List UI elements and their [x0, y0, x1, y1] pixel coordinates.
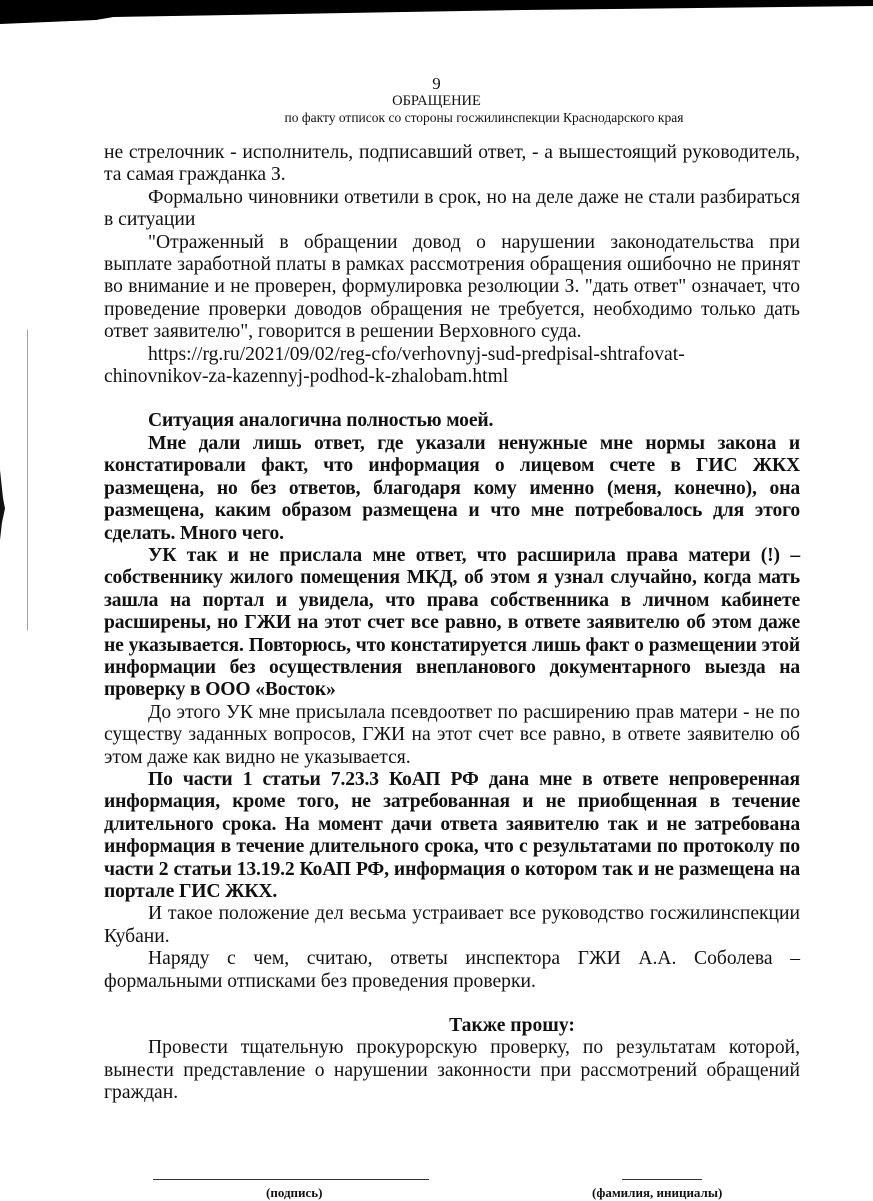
paragraph: Мне дали лишь ответ, где указали ненужные мне нормы закона и констатировали факт, что информация о лицевом счете в ГИС ЖКХ размещена, но без ответов, благодаря кому именно (меня, конечно), она размещена, каким образом размещена и что мне потребовалось для этого сделать. Много чего. — [104, 432, 800, 544]
paragraph: Наряду с чем, считаю, ответы инспектора ГЖИ А.А. Соболева – формальными отписками без проведения проверки. — [104, 948, 800, 992]
paragraph: Формально чиновники ответили в срок, но на деле даже не стали разбираться в ситуации — [104, 186, 800, 231]
document-subtitle: по факту отписок со стороны госжилинспекции Краснодарского края — [284, 110, 684, 125]
request-heading: Также прошу: — [449, 1015, 575, 1037]
scan-artifact-left — [0, 470, 5, 540]
signature-line — [153, 1179, 429, 1180]
paragraph: И такое положение дел весьма устраивает все руководство госжилинспекции Кубани. — [104, 903, 800, 947]
signature-label: (подпись) — [266, 1185, 323, 1200]
document-title: ОБРАЩЕНИЕ — [392, 93, 481, 109]
name-label: (фамилия, инициалы) — [592, 1185, 723, 1200]
spacer — [104, 388, 800, 410]
scan-border-top — [0, 0, 873, 26]
paragraph: До этого УК мне присылала псевдоответ по расширению прав матери - не по существу заданных вопросов, ГЖИ на этот счет все равно, в ответе заявителю об этом даже как видно не указывается. — [104, 701, 800, 768]
document-header — [0, 75, 873, 127]
request-paragraph: Провести тщательную прокурорскую проверку, по результатам которой, вынести представление о нарушении законности при рассмотрений обращений граждан. — [104, 1037, 800, 1104]
quote-paragraph: "Отраженный в обращении довод о нарушении законодательства при выплате заработной платы в рамках рассмотрения обращения ошибочно не принят во внимание и не проверен, формулировка резолюции З. "дать ответ" означает, что проведение проверки доводов обращения не требуется, необходимо только дать ответ заявителю", говорится в решении Верховного суда. — [104, 231, 800, 343]
source-link-line-1[interactable]: https://rg.ru/2021/09/02/reg-cfo/verhovnyj-sud-predpisal-shtrafovat- — [148, 343, 685, 365]
paragraph: не стрелочник - исполнитель, подписавший ответ, - а вышестоящий руководитель, та самая гражданка З. — [104, 142, 800, 186]
signature-block — [0, 1167, 873, 1200]
page-number: 9 — [432, 74, 441, 93]
source-link[interactable] — [104, 344, 800, 389]
source-link-line-2[interactable]: chinovnikov-za-kazennyj-podhod-k-zhalobam.html — [104, 366, 509, 388]
name-line — [622, 1179, 702, 1180]
document-body — [104, 142, 800, 1105]
scan-artifact-line — [27, 330, 28, 630]
paragraph: По части 1 статьи 7.23.3 КоАП РФ дана мне в ответе непроверенная информация, кроме того, не затребованная и не приобщенная в течение длительного срока. На момент дачи ответа заявителю так и не затребована информация в течение длительного срока, что с результатами по протоколу по части 2 статьи 13.19.2 КоАП РФ, информация о котором так и не размещена на портале ГИС ЖКХ. — [104, 768, 800, 902]
paragraph: УК так и не прислала мне ответ, что расширила права матери (!) – собственнику жилого помещения МКД, об этом я узнал случайно, когда мать зашла на портал и увидела, что права собственника в личном кабинете расширены, но ГЖИ на этот счет все равно, в ответе заявителю об этом даже не указывается. Повторюсь, что констатируется лишь факт о размещении этой информации без осуществления внепланового документарного выезда на проверку в ООО «Восток» — [104, 544, 800, 701]
paragraph: Ситуация аналогична полностью моей. — [148, 410, 494, 432]
spacer — [104, 993, 800, 1015]
